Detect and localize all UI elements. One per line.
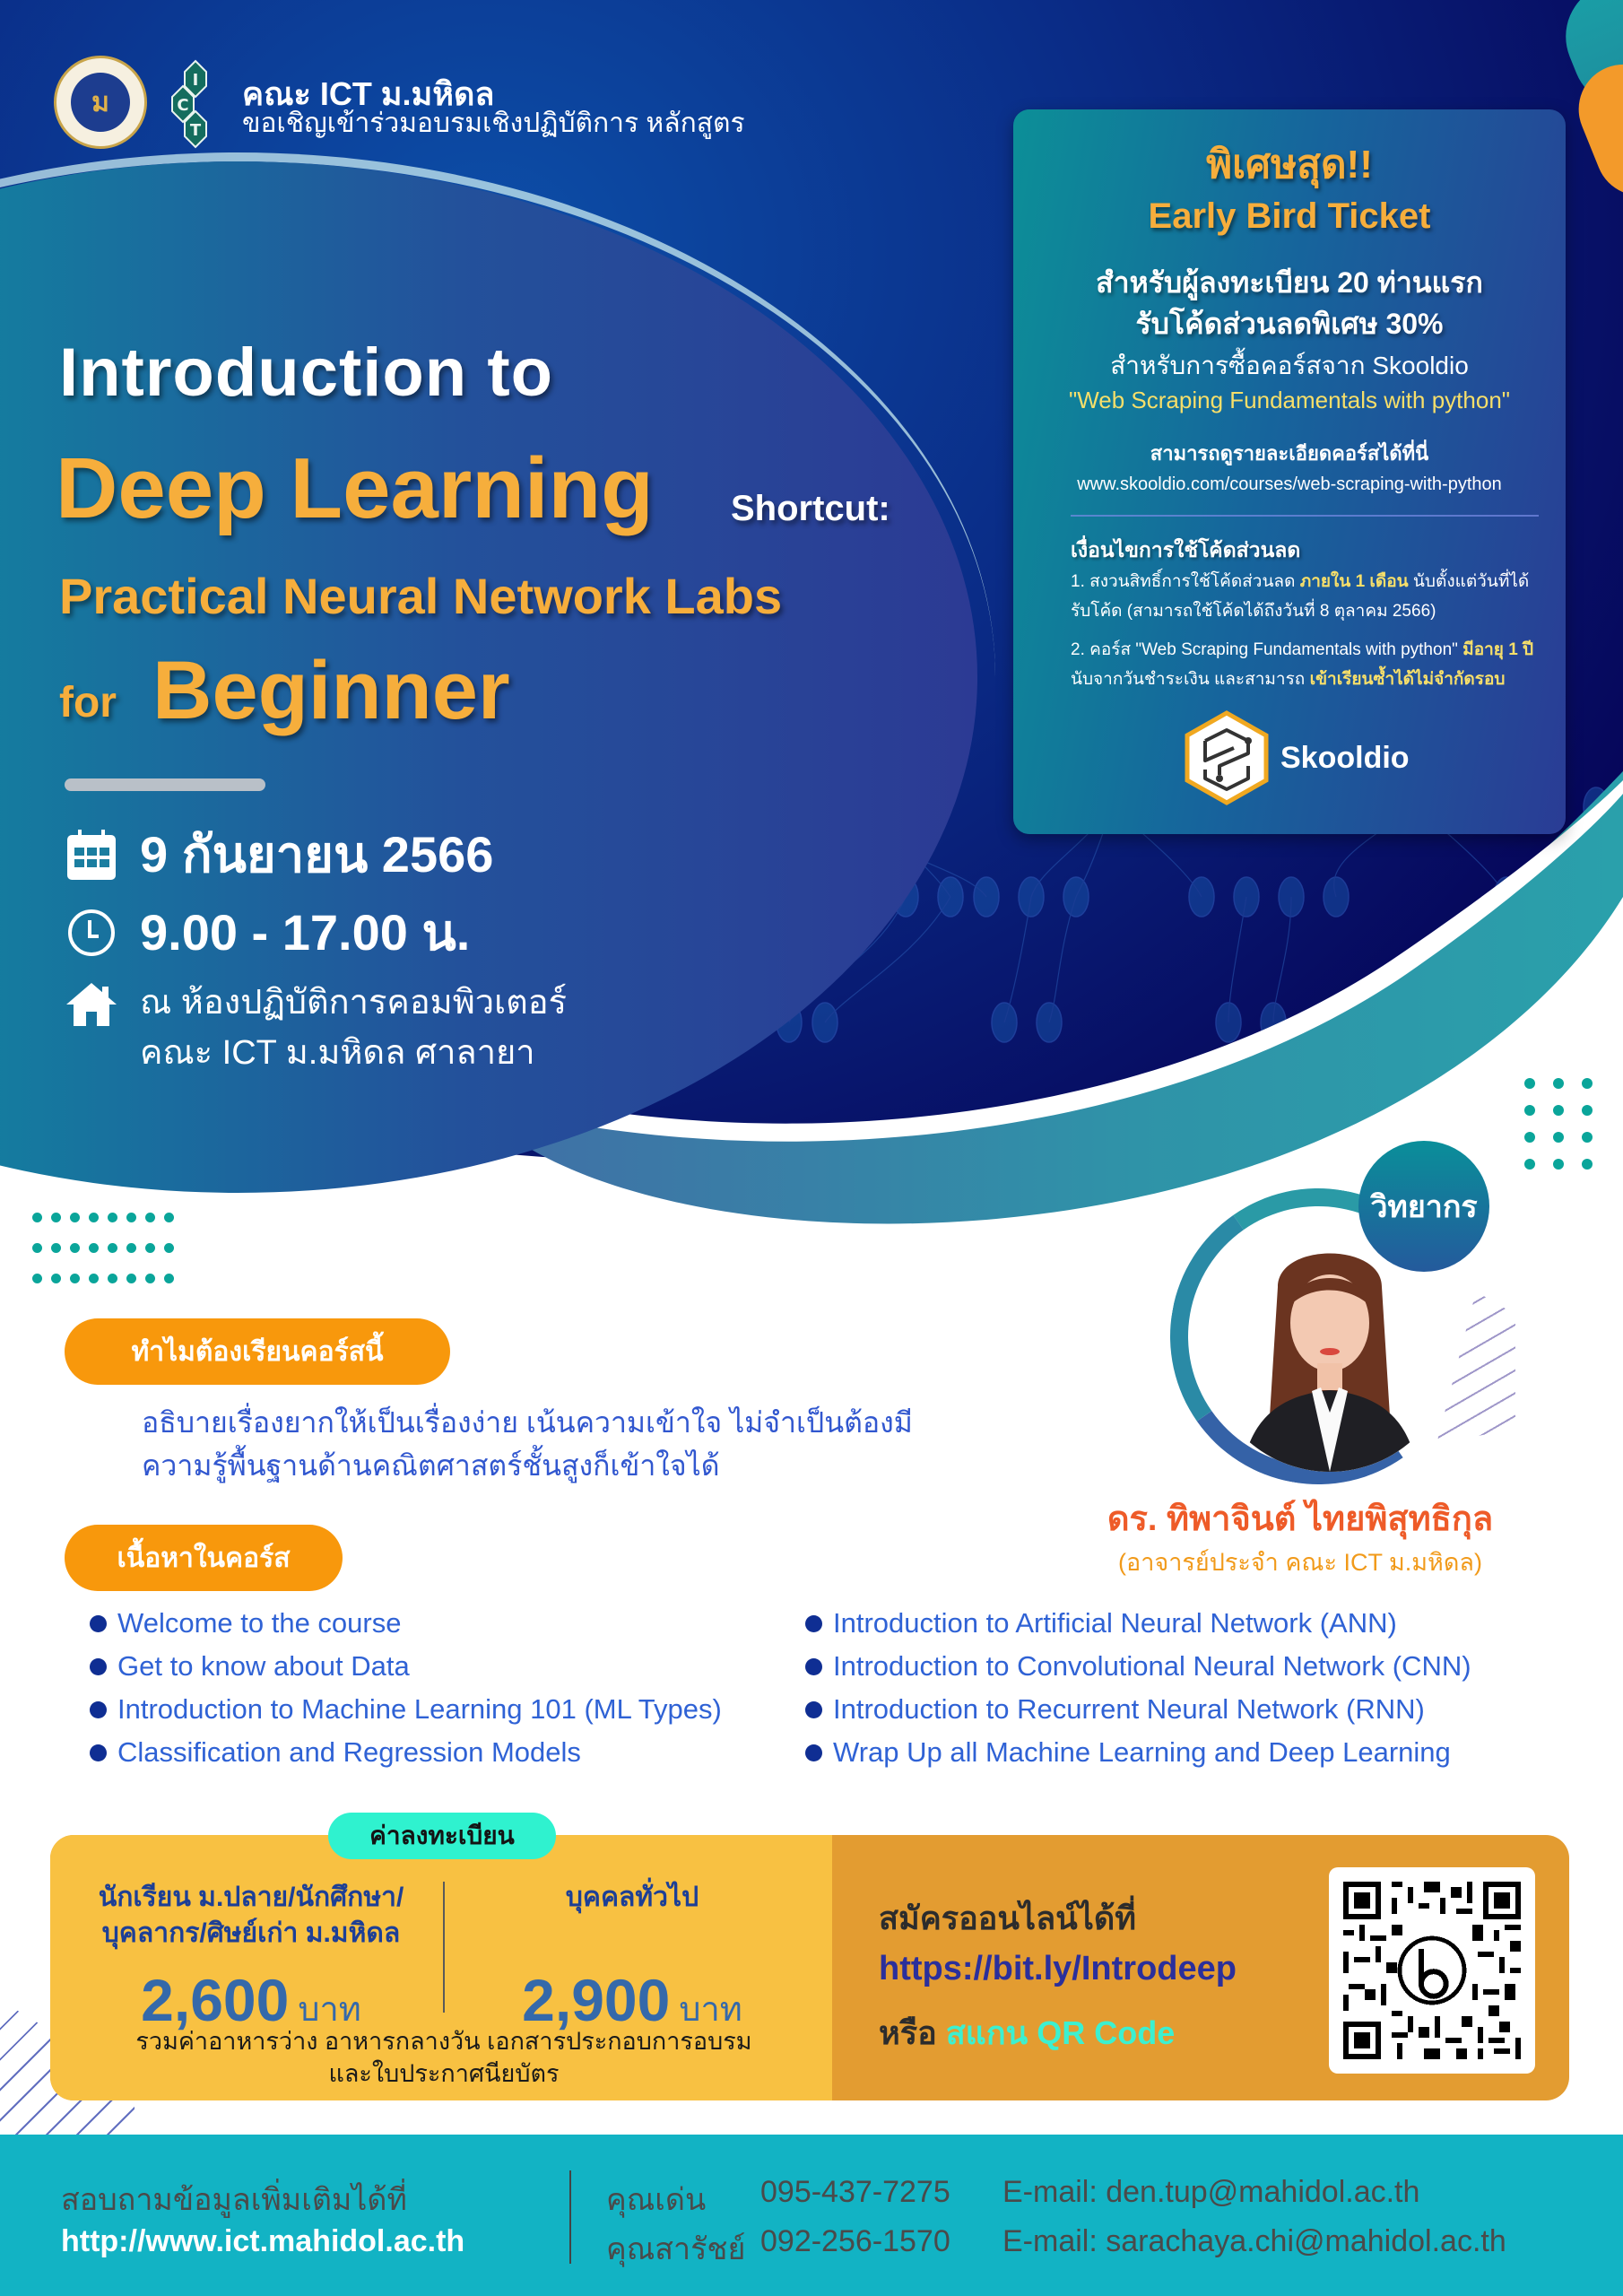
title-beginner: Beginner [152, 645, 510, 736]
why-description: อธิบายเรื่องยากให้เป็นเรื่องง่าย เน้นความเข้าใจ ไม่จำเป็นต้องมี ความรู้พื้นฐานด้านคณิตศาสตร์ชั้นสูงก็เข้าใจได้ [142, 1406, 913, 1482]
contact-row: คุณสารัชย์ 092-256-1570 E-mail: sarachaya.chi@mahidol.ac.th [606, 2224, 1506, 2273]
skooldio-hexagon-icon [1184, 710, 1270, 805]
card-divider [1071, 515, 1539, 517]
bullet-icon [805, 1658, 822, 1675]
footer-ask-label: สอบถามข้อมูลเพิ่มเติมได้ที่ [61, 2183, 407, 2217]
fee-note: รวมค่าอาหารว่าง อาหารกลางวัน เอกสารประกอบการอบรม และใบประกาศนียบัตร [135, 2028, 752, 2087]
faculty-name: คณะ ICT ม.มหิดล [242, 75, 495, 112]
register-online-label: สมัครออนไลน์ได้ที่ [879, 1900, 1136, 1936]
svg-text:C: C [177, 96, 189, 115]
mahidol-university-logo: ม [54, 56, 147, 149]
calendar-icon [65, 828, 118, 882]
bullet-icon [90, 1744, 107, 1761]
bullet-icon [805, 1744, 822, 1761]
speaker-role: (อาจารย์ประจำ คณะ ICT ม.มหิดล) [1118, 1549, 1482, 1576]
register-link[interactable]: https://bit.ly/Introdeep [879, 1950, 1237, 1987]
bullet-icon [805, 1701, 822, 1718]
course-topics-right [805, 1602, 1471, 1774]
phone-number[interactable]: 092-256-1570 [760, 2224, 950, 2258]
email-link[interactable]: E-mail: sarachaya.chi@mahidol.ac.th [1002, 2224, 1506, 2258]
offer-line-2: รับโค้ดส่วนลดพิเศษ 30% [1135, 308, 1444, 340]
title-divider [65, 778, 265, 791]
event-location: ณ ห้องปฏิบัติการคอมพิวเตอร์ คณะ ICT ม.มหิดล ศาลายา [65, 978, 567, 1078]
dot-pattern-right [1524, 1078, 1610, 1170]
invitation-text: ขอเชิญเข้าร่วมอบรมเชิงปฏิบัติการ หลักสูตร [242, 109, 745, 138]
skooldio-logo: Skooldio [1184, 710, 1410, 805]
ict-logo [170, 59, 221, 149]
bullet-icon [90, 1701, 107, 1718]
list-item: Get to know about Data [90, 1645, 722, 1688]
bullet-icon [90, 1658, 107, 1675]
home-icon [65, 978, 118, 1031]
early-bird-special: พิเศษสุด!! [1206, 143, 1373, 187]
phone-number[interactable]: 095-437-7275 [760, 2175, 950, 2209]
early-bird-card [1013, 109, 1566, 834]
event-time: 9.00 - 17.00 น. [65, 892, 470, 972]
list-item: Introduction to Machine Learning 101 (ML Types) [90, 1688, 722, 1731]
scan-qr-label: หรือ สแกน QR Code [879, 2014, 1176, 2051]
fee-separator [443, 1882, 445, 2013]
offer-line-3: สำหรับการซื้อคอร์สจาก Skooldio [1110, 352, 1469, 379]
discount-conditions: เงื่อนไขการใช้โค้ดส่วนลด 1. สงวนสิทธิ์การใช้โค้ดส่วนลด ภายใน 1 เดือน นับตั้งแต่วันที่ได้รับโค้ด (สามารถใช้โค้ดได้ถึงวันที่ 8 ตุลาคม 2566) 2. คอร์ส "Web Scraping Fundamentals with python" มีอายุ 1 ปี นับจากวันชำระเงิน และสามารถ เข้าเรียนซ้ำได้ไม่จำกัดรอบ [1013, 535, 1566, 694]
list-item: Introduction to Recurrent Neural Network (RNN) [805, 1688, 1471, 1731]
fee-tier-general: บุคคลทั่วไป 2,900 บาท [522, 1883, 742, 2033]
qr-code-icon [1343, 1882, 1521, 2059]
dot-pattern-left [32, 1213, 183, 1283]
title-deep-learning: Deep Learning [56, 440, 654, 536]
content-heading-pill: เนื้อหาในคอร์ส [65, 1525, 343, 1591]
footer-separator [569, 2170, 571, 2264]
title-line-3: Practical Neural Network Labs [59, 568, 783, 624]
speaker-badge: วิทยากร [1358, 1141, 1489, 1272]
condition-1: 1. สงวนสิทธิ์การใช้โค้ดส่วนลด ภายใน 1 เดือน นับตั้งแต่วันที่ได้รับโค้ด (สามารถใช้โค้ดได้ถึงวันที่ 8 ตุลาคม 2566) [1071, 572, 1530, 621]
footer-website-link[interactable]: http://www.ict.mahidol.ac.th [61, 2224, 465, 2258]
list-item: Welcome to the course [90, 1602, 722, 1645]
list-item: Introduction to Convolutional Neural Network (CNN) [805, 1645, 1471, 1688]
bullet-icon [90, 1615, 107, 1632]
email-link[interactable]: E-mail: den.tup@mahidol.ac.th [1002, 2175, 1420, 2209]
contact-row: คุณเด่น 095-437-7275 E-mail: den.tup@mahidol.ac.th [606, 2175, 1419, 2223]
speaker-name: ดร. ทิพาจินต์ ไทยพิสุทธิกุล [1107, 1500, 1494, 1538]
early-bird-ticket: Early Bird Ticket [1148, 196, 1431, 236]
course-url-link[interactable]: www.skooldio.com/courses/web-scraping-with-python [1077, 474, 1502, 494]
why-heading-pill: ทำไมต้องเรียนคอร์สนี้ [65, 1318, 450, 1385]
offer-course-name: "Web Scraping Fundamentals with python" [1068, 387, 1511, 413]
fee-tier-student: นักเรียน ม.ปลาย/นักศึกษา/ บุคลากร/ศิษย์เก่า ม.มหิดล 2,600 บาท [98, 1883, 404, 2033]
title-for: for [59, 679, 117, 726]
svg-text:T: T [189, 121, 202, 140]
list-item: Classification and Regression Models [90, 1731, 722, 1774]
fee-badge: ค่าลงทะเบียน [328, 1813, 556, 1859]
svg-text:I: I [192, 71, 199, 90]
condition-2: 2. คอร์ส "Web Scraping Fundamentals with python" มีอายุ 1 ปี นับจากวันชำระเงิน และสามารถ เข้าเรียนซ้ำได้ไม่จำกัดรอบ [1071, 640, 1534, 689]
list-item: Wrap Up all Machine Learning and Deep Learning [805, 1731, 1471, 1774]
see-details-label: สามารถดูรายละเอียดคอร์สได้ที่นี่ [1150, 442, 1429, 465]
title-shortcut: Shortcut: [731, 489, 890, 528]
offer-line-1: สำหรับผู้ลงทะเบียน 20 ท่านแรก [1096, 266, 1483, 299]
title-line-1: Introduction to [59, 335, 554, 411]
course-topics-left [90, 1602, 722, 1774]
qr-code[interactable] [1329, 1867, 1535, 2074]
list-item: Introduction to Artificial Neural Network (ANN) [805, 1602, 1471, 1645]
bullet-icon [805, 1615, 822, 1632]
event-date: 9 กันยายน 2566 [65, 814, 493, 894]
clock-icon [65, 906, 118, 960]
